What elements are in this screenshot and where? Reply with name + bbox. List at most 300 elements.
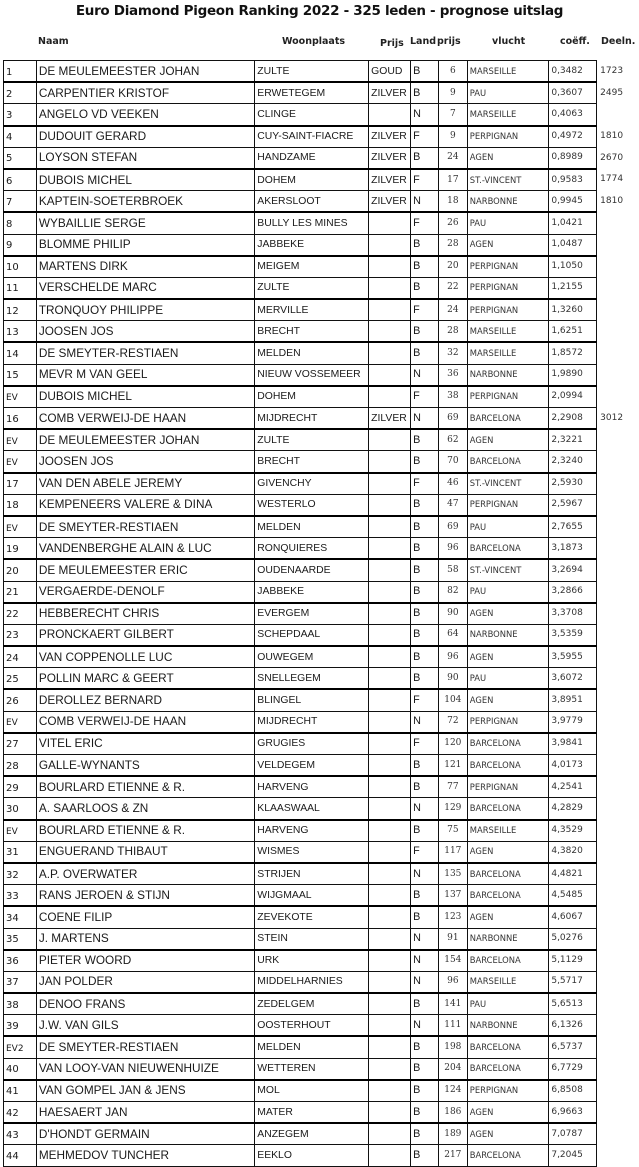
prize-number-cell: 123 xyxy=(438,906,467,928)
rank-cell: 29 xyxy=(4,776,37,798)
name-cell: DUBOIS MICHEL xyxy=(36,386,254,408)
country-cell: B xyxy=(411,906,439,928)
country-cell: F xyxy=(411,473,439,495)
table-row xyxy=(4,1058,639,1080)
name-cell: HAESAERT JAN xyxy=(36,1102,254,1124)
race-cell: PAU xyxy=(467,212,549,234)
woonplaats-cell: ERWETEGEM xyxy=(255,82,369,104)
woonplaats-cell: MELDEN xyxy=(255,516,369,538)
country-cell: B xyxy=(411,321,439,343)
table-row xyxy=(4,906,639,928)
table-row xyxy=(4,1036,639,1058)
rank-cell: 8 xyxy=(4,212,37,234)
prize-cell xyxy=(369,841,411,863)
table-row xyxy=(4,429,639,451)
participants-cell xyxy=(597,1015,639,1037)
prize-number-cell: 198 xyxy=(438,1036,467,1058)
table-row xyxy=(4,798,639,820)
race-cell: PAU xyxy=(467,82,549,104)
coefficient-cell: 5,5717 xyxy=(549,971,597,993)
race-cell: PERPIGNAN xyxy=(467,299,549,321)
coefficient-cell: 0,9583 xyxy=(549,169,597,191)
race-cell: AGEN xyxy=(467,603,549,625)
prize-number-cell: 28 xyxy=(438,321,467,343)
race-cell: BARCELONA xyxy=(467,1036,549,1058)
race-cell: BARCELONA xyxy=(467,538,549,560)
coefficient-cell: 6,8508 xyxy=(549,1080,597,1102)
race-cell: MARSEILLE xyxy=(467,104,549,126)
rank-cell: EV xyxy=(4,386,37,408)
participants-cell: 3012 xyxy=(600,412,624,423)
prize-number-cell: 96 xyxy=(438,538,467,560)
name-cell: J. MARTENS xyxy=(36,928,254,950)
name-cell: DE SMEYTER-RESTIAEN xyxy=(36,342,254,364)
country-cell: B xyxy=(411,82,439,104)
coefficient-cell: 1,8572 xyxy=(549,342,597,364)
table-row xyxy=(4,581,639,603)
rank-cell: EV xyxy=(4,451,37,473)
race-cell: AGEN xyxy=(467,147,549,169)
rank-cell: 21 xyxy=(4,581,37,603)
coefficient-cell: 2,0994 xyxy=(549,386,597,408)
table-row xyxy=(4,624,639,646)
prize-cell xyxy=(369,906,411,928)
prize-number-cell: 24 xyxy=(438,299,467,321)
woonplaats-cell: BRECHT xyxy=(255,451,369,473)
woonplaats-cell: WETTEREN xyxy=(255,1058,369,1080)
participants-cell xyxy=(597,820,639,842)
race-cell: BARCELONA xyxy=(467,408,549,430)
name-cell: COENE FILIP xyxy=(36,906,254,928)
race-cell: AGEN xyxy=(467,841,549,863)
race-cell: PAU xyxy=(467,581,549,603)
table-row xyxy=(4,169,639,191)
country-cell: B xyxy=(411,885,439,907)
prize-cell xyxy=(369,950,411,972)
participants-cell xyxy=(597,299,639,321)
prize-number-cell: 9 xyxy=(438,82,467,104)
country-cell: B xyxy=(411,277,439,299)
woonplaats-cell: OUWEGEM xyxy=(255,646,369,668)
prize-number-cell: 26 xyxy=(438,212,467,234)
participants-cell xyxy=(597,234,639,256)
woonplaats-cell: MIDDELHARNIES xyxy=(255,971,369,993)
prize-number-cell: 18 xyxy=(438,191,467,213)
table-row xyxy=(4,711,639,733)
race-cell: AGEN xyxy=(467,1102,549,1124)
woonplaats-cell: ZULTE xyxy=(255,61,369,83)
table-row xyxy=(4,321,639,343)
woonplaats-cell: RONQUIERES xyxy=(255,538,369,560)
woonplaats-cell: GRUGIES xyxy=(255,733,369,755)
country-cell: B xyxy=(411,993,439,1015)
rank-cell: 3 xyxy=(4,104,37,126)
country-cell: F xyxy=(411,299,439,321)
rank-cell: 14 xyxy=(4,342,37,364)
prize-cell xyxy=(369,364,411,386)
prize-cell: ZILVER xyxy=(369,126,411,148)
woonplaats-cell: MIJDRECHT xyxy=(255,408,369,430)
woonplaats-cell: MEIGEM xyxy=(255,256,369,278)
country-cell: B xyxy=(411,1102,439,1124)
prize-number-cell: 32 xyxy=(438,342,467,364)
name-cell: DEROLLEZ BERNARD xyxy=(36,689,254,711)
rank-cell: 22 xyxy=(4,603,37,625)
rank-cell: 31 xyxy=(4,841,37,863)
prize-cell xyxy=(369,581,411,603)
table-row xyxy=(4,126,639,148)
name-cell: GALLE-WYNANTS xyxy=(36,755,254,777)
table-row xyxy=(4,451,639,473)
woonplaats-cell: MIJDRECHT xyxy=(255,711,369,733)
country-cell: N xyxy=(411,364,439,386)
participants-cell xyxy=(597,473,639,495)
rank-cell: EV xyxy=(4,516,37,538)
coefficient-cell: 5,0276 xyxy=(549,928,597,950)
race-cell: NARBONNE xyxy=(467,624,549,646)
participants-cell: 2495 xyxy=(600,87,624,98)
table-row xyxy=(4,646,639,668)
rank-cell: 17 xyxy=(4,473,37,495)
race-cell: PAU xyxy=(467,993,549,1015)
header-deeln: Deeln. xyxy=(601,36,636,47)
prize-number-cell: 69 xyxy=(438,516,467,538)
woonplaats-cell: AKERSLOOT xyxy=(255,191,369,213)
woonplaats-cell: NIEUW VOSSEMEER xyxy=(255,364,369,386)
prize-number-cell: 82 xyxy=(438,581,467,603)
participants-cell: 1810 xyxy=(600,195,624,206)
participants-cell xyxy=(597,885,639,907)
woonplaats-cell: JABBEKE xyxy=(255,234,369,256)
name-cell: A.P. OVERWATER xyxy=(36,863,254,885)
name-cell: BLOMME PHILIP xyxy=(36,234,254,256)
prize-cell xyxy=(369,928,411,950)
prize-number-cell: 124 xyxy=(438,1080,467,1102)
woonplaats-cell: HANDZAME xyxy=(255,147,369,169)
prize-cell xyxy=(369,993,411,1015)
table-row xyxy=(4,841,639,863)
country-cell: B xyxy=(411,1036,439,1058)
country-cell: B xyxy=(411,61,439,83)
country-cell: B xyxy=(411,1080,439,1102)
table-row xyxy=(4,1015,639,1037)
coefficient-cell: 3,9779 xyxy=(549,711,597,733)
coefficient-cell: 3,2694 xyxy=(549,559,597,581)
country-cell: B xyxy=(411,624,439,646)
woonplaats-cell: HARVENG xyxy=(255,820,369,842)
rank-cell: 6 xyxy=(4,169,37,191)
coefficient-cell: 0,8989 xyxy=(549,147,597,169)
coefficient-cell: 1,1050 xyxy=(549,256,597,278)
prize-cell xyxy=(369,1145,411,1166)
coefficient-cell: 3,2866 xyxy=(549,581,597,603)
country-cell: B xyxy=(411,494,439,516)
name-cell: DE MEULEMEESTER JOHAN xyxy=(36,61,254,83)
coefficient-cell: 3,6072 xyxy=(549,668,597,690)
name-cell: PIETER WOORD xyxy=(36,950,254,972)
race-cell: PERPIGNAN xyxy=(467,776,549,798)
name-cell: KEMPENEERS VALERE & DINA xyxy=(36,494,254,516)
prize-number-cell: 9 xyxy=(438,126,467,148)
name-cell: DE MEULEMEESTER ERIC xyxy=(36,559,254,581)
name-cell: VERSCHELDE MARC xyxy=(36,277,254,299)
table-row xyxy=(4,603,639,625)
rank-cell: 28 xyxy=(4,755,37,777)
race-cell: PERPIGNAN xyxy=(467,126,549,148)
prize-number-cell: 38 xyxy=(438,386,467,408)
woonplaats-cell: EEKLO xyxy=(255,1145,369,1166)
woonplaats-cell: GIVENCHY xyxy=(255,473,369,495)
prize-cell xyxy=(369,885,411,907)
coefficient-cell: 0,4972 xyxy=(549,126,597,148)
race-cell: PERPIGNAN xyxy=(467,494,549,516)
prize-cell xyxy=(369,1080,411,1102)
prize-number-cell: 17 xyxy=(438,169,467,191)
participants-cell xyxy=(597,581,639,603)
table-row xyxy=(4,993,639,1015)
prize-cell xyxy=(369,733,411,755)
header-woonplaats: Woonplaats xyxy=(282,36,346,47)
woonplaats-cell: BLINGEL xyxy=(255,689,369,711)
prize-cell xyxy=(369,776,411,798)
country-cell: N xyxy=(411,104,439,126)
rank-cell: 24 xyxy=(4,646,37,668)
table-row xyxy=(4,82,639,104)
country-cell: N xyxy=(411,950,439,972)
prize-cell xyxy=(369,494,411,516)
name-cell: DUDOUIT GERARD xyxy=(36,126,254,148)
country-cell: B xyxy=(411,147,439,169)
woonplaats-cell: MOL xyxy=(255,1080,369,1102)
participants-cell xyxy=(597,364,639,386)
country-cell: B xyxy=(411,451,439,473)
name-cell: JOOSEN JOS xyxy=(36,321,254,343)
coefficient-cell: 4,4821 xyxy=(549,863,597,885)
prize-number-cell: 46 xyxy=(438,473,467,495)
prize-cell xyxy=(369,971,411,993)
rank-cell: 23 xyxy=(4,624,37,646)
prize-number-cell: 217 xyxy=(438,1145,467,1166)
prize-number-cell: 129 xyxy=(438,798,467,820)
prize-number-cell: 154 xyxy=(438,950,467,972)
coefficient-cell: 1,3260 xyxy=(549,299,597,321)
race-cell: PAU xyxy=(467,516,549,538)
woonplaats-cell: STRIJEN xyxy=(255,863,369,885)
race-cell: BARCELONA xyxy=(467,885,549,907)
rank-cell: EV xyxy=(4,820,37,842)
rank-cell: 39 xyxy=(4,1015,37,1037)
prize-cell xyxy=(369,559,411,581)
race-cell: BARCELONA xyxy=(467,798,549,820)
race-cell: AGEN xyxy=(467,234,549,256)
table-row xyxy=(4,1080,639,1102)
prize-cell: ZILVER xyxy=(369,408,411,430)
table-row xyxy=(4,516,639,538)
table-row xyxy=(4,1145,639,1166)
participants-cell xyxy=(597,342,639,364)
rank-cell: 32 xyxy=(4,863,37,885)
prize-number-cell: 96 xyxy=(438,646,467,668)
participants-cell xyxy=(597,668,639,690)
rank-cell: 20 xyxy=(4,559,37,581)
race-cell: BARCELONA xyxy=(467,1145,549,1166)
race-cell: PERPIGNAN xyxy=(467,256,549,278)
rank-cell: 36 xyxy=(4,950,37,972)
race-cell: PERPIGNAN xyxy=(467,386,549,408)
table-row xyxy=(4,277,639,299)
rank-cell: EV xyxy=(4,429,37,451)
woonplaats-cell: KLAASWAAL xyxy=(255,798,369,820)
rank-cell: 2 xyxy=(4,82,37,104)
prize-cell xyxy=(369,473,411,495)
table-row xyxy=(4,147,639,169)
participants-cell xyxy=(597,950,639,972)
name-cell: PRONCKAERT GILBERT xyxy=(36,624,254,646)
table-row xyxy=(4,1102,639,1124)
name-cell: BOURLARD ETIENNE & R. xyxy=(36,776,254,798)
country-cell: B xyxy=(411,516,439,538)
participants-cell xyxy=(597,1123,639,1145)
participants-cell xyxy=(597,212,639,234)
name-cell: RANS JEROEN & STIJN xyxy=(36,885,254,907)
rank-cell: 38 xyxy=(4,993,37,1015)
race-cell: AGEN xyxy=(467,646,549,668)
table-row xyxy=(4,408,639,430)
page-title: Euro Diamond Pigeon Ranking 2022 - 325 leden - prognose uitslag xyxy=(75,3,564,19)
country-cell: B xyxy=(411,1145,439,1166)
country-cell: B xyxy=(411,776,439,798)
prize-number-cell: 120 xyxy=(438,733,467,755)
race-cell: BARCELONA xyxy=(467,950,549,972)
name-cell: POLLIN MARC & GEERT xyxy=(36,668,254,690)
name-cell: D'HONDT GERMAIN xyxy=(36,1123,254,1145)
rank-cell: 33 xyxy=(4,885,37,907)
participants-cell xyxy=(597,733,639,755)
coefficient-cell: 3,9841 xyxy=(549,733,597,755)
coefficient-cell: 0,3607 xyxy=(549,82,597,104)
race-cell: MARSEILLE xyxy=(467,820,549,842)
race-cell: BARCELONA xyxy=(467,755,549,777)
race-cell: NARBONNE xyxy=(467,364,549,386)
table-row xyxy=(4,559,639,581)
name-cell: WYBAILLIE SERGE xyxy=(36,212,254,234)
participants-cell xyxy=(597,277,639,299)
country-cell: N xyxy=(411,408,439,430)
participants-cell xyxy=(597,971,639,993)
race-cell: BARCELONA xyxy=(467,1058,549,1080)
race-cell: AGEN xyxy=(467,429,549,451)
table-row xyxy=(4,668,639,690)
country-cell: B xyxy=(411,646,439,668)
prize-number-cell: 204 xyxy=(438,1058,467,1080)
prize-number-cell: 137 xyxy=(438,885,467,907)
prize-cell xyxy=(369,386,411,408)
table-row xyxy=(4,928,639,950)
prize-number-cell: 111 xyxy=(438,1015,467,1037)
table-row xyxy=(4,733,639,755)
race-cell: AGEN xyxy=(467,906,549,928)
race-cell: MARSEILLE xyxy=(467,971,549,993)
woonplaats-cell: OUDENAARDE xyxy=(255,559,369,581)
woonplaats-cell: MERVILLE xyxy=(255,299,369,321)
race-cell: PAU xyxy=(467,668,549,690)
name-cell: MEVR M VAN GEEL xyxy=(36,364,254,386)
coefficient-cell: 3,5955 xyxy=(549,646,597,668)
participants-cell xyxy=(597,538,639,560)
name-cell: VITEL ERIC xyxy=(36,733,254,755)
prize-number-cell: 22 xyxy=(438,277,467,299)
race-cell: BARCELONA xyxy=(467,863,549,885)
prize-number-cell: 75 xyxy=(438,820,467,842)
coefficient-cell: 2,7655 xyxy=(549,516,597,538)
participants-cell: 1723 xyxy=(600,65,624,76)
coefficient-cell: 5,6513 xyxy=(549,993,597,1015)
participants-cell xyxy=(597,559,639,581)
country-cell: F xyxy=(411,169,439,191)
coefficient-cell: 1,0487 xyxy=(549,234,597,256)
name-cell: DE SMEYTER-RESTIAEN xyxy=(36,516,254,538)
coefficient-cell: 4,3820 xyxy=(549,841,597,863)
woonplaats-cell: ANZEGEM xyxy=(255,1123,369,1145)
coefficient-cell: 7,2045 xyxy=(549,1145,597,1166)
country-cell: N xyxy=(411,1015,439,1037)
name-cell: VERGAERDE-DENOLF xyxy=(36,581,254,603)
woonplaats-cell: WISMES xyxy=(255,841,369,863)
woonplaats-cell: HARVENG xyxy=(255,776,369,798)
name-cell: DE MEULEMEESTER JOHAN xyxy=(36,429,254,451)
table-row xyxy=(4,61,639,83)
name-cell: ENGUERAND THIBAUT xyxy=(36,841,254,863)
prize-number-cell: 36 xyxy=(438,364,467,386)
country-cell: N xyxy=(411,928,439,950)
rank-cell: 5 xyxy=(4,147,37,169)
country-cell: F xyxy=(411,689,439,711)
table-row xyxy=(4,1123,639,1145)
prize-cell xyxy=(369,429,411,451)
prize-cell xyxy=(369,624,411,646)
participants-cell: 1774 xyxy=(600,174,624,185)
coefficient-cell: 4,0173 xyxy=(549,755,597,777)
prize-cell xyxy=(369,1036,411,1058)
country-cell: B xyxy=(411,668,439,690)
woonplaats-cell: STEIN xyxy=(255,928,369,950)
participants-cell xyxy=(597,1102,639,1124)
prize-number-cell: 104 xyxy=(438,689,467,711)
participants-cell xyxy=(597,646,639,668)
coefficient-cell: 1,9890 xyxy=(549,364,597,386)
participants-cell xyxy=(597,494,639,516)
coefficient-cell: 2,2908 xyxy=(549,408,597,430)
table-row xyxy=(4,256,639,278)
prize-cell xyxy=(369,603,411,625)
rank-cell: 43 xyxy=(4,1123,37,1145)
participants-cell xyxy=(597,603,639,625)
coefficient-cell: 7,0787 xyxy=(549,1123,597,1145)
race-cell: MARSEILLE xyxy=(467,342,549,364)
participants-cell: 2670 xyxy=(600,152,624,163)
prize-number-cell: 90 xyxy=(438,603,467,625)
coefficient-cell: 3,5359 xyxy=(549,624,597,646)
race-cell: ST.-VINCENT xyxy=(467,473,549,495)
country-cell: F xyxy=(411,841,439,863)
table-row xyxy=(4,885,639,907)
name-cell: A. SAARLOOS & ZN xyxy=(36,798,254,820)
header-land: Land xyxy=(410,36,437,47)
name-cell: COMB VERWEIJ-DE HAAN xyxy=(36,711,254,733)
coefficient-cell: 0,3482 xyxy=(549,61,597,83)
coefficient-cell: 2,3240 xyxy=(549,451,597,473)
rank-cell: 11 xyxy=(4,277,37,299)
